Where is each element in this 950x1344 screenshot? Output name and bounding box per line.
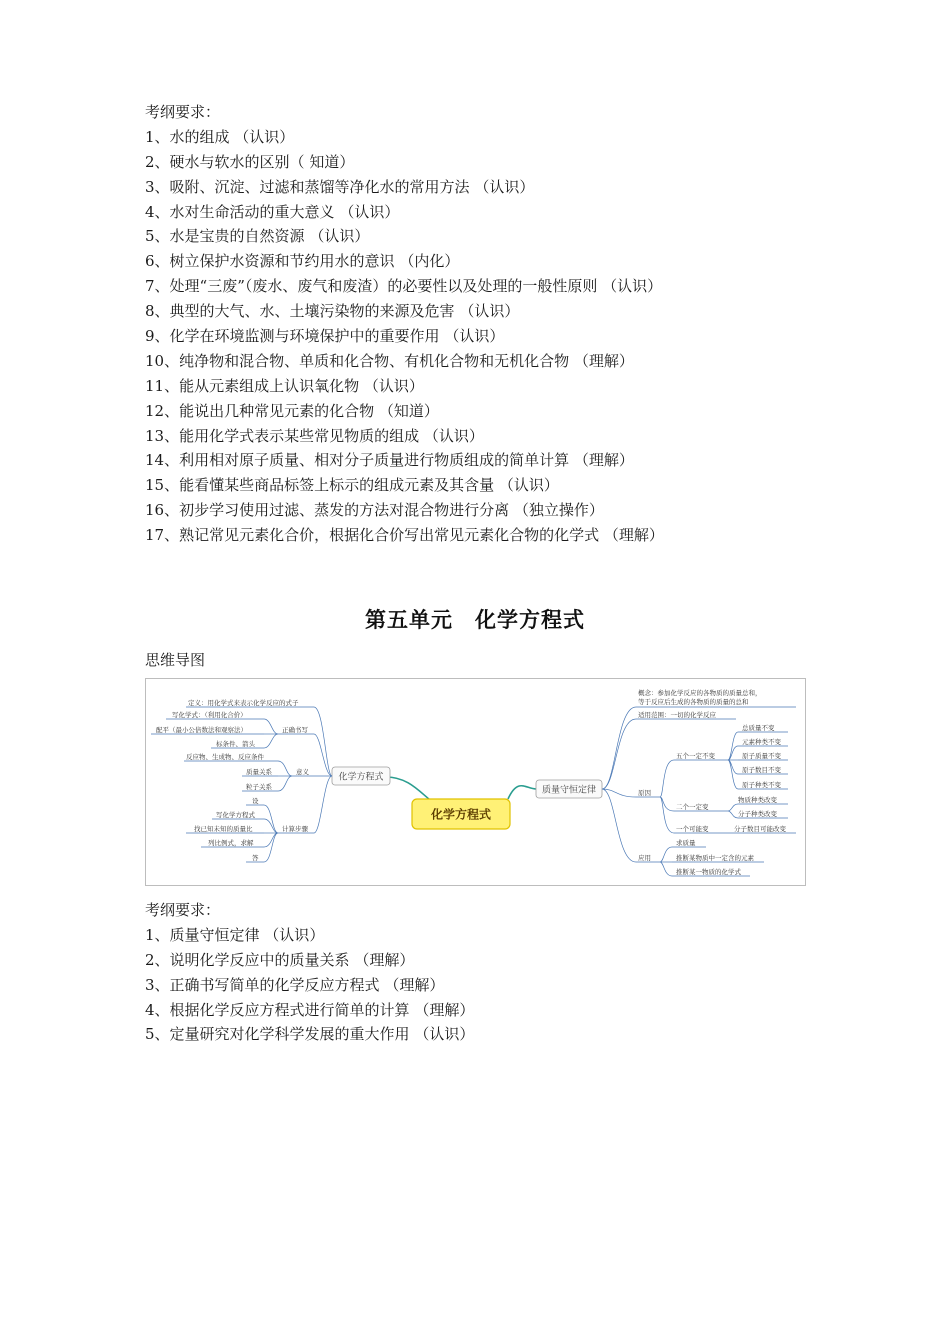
right-application-label: 应用 bbox=[638, 854, 651, 862]
right-one-item: 分子数目可能改变 bbox=[734, 825, 786, 833]
list-item: 9、化学在环境监测与环境保护中的重要作用 （认识） bbox=[145, 327, 505, 346]
left-calc-item: 列比例式，求解 bbox=[208, 839, 254, 847]
right-branch-label: 质量守恒定律 bbox=[541, 785, 597, 796]
left-calc-label: 计算步骤 bbox=[282, 825, 308, 833]
list-item: 17、熟记常见元素化合价，根据化合价写出常见元素化合物的化学式 （理解） bbox=[145, 526, 664, 545]
right-two-item: 物质种类改变 bbox=[738, 796, 777, 804]
list-item: 6、树立保护水资源和节约用水的意识 （内化） bbox=[145, 252, 460, 271]
unit-title: 第五单元 化学方程式 bbox=[365, 608, 585, 632]
center-node-label: 化学方程式 bbox=[430, 807, 492, 822]
right-application-item: 推断某一物质的化学式 bbox=[676, 868, 741, 876]
left-meaning-item: 反应物、生成物、反应条件 bbox=[186, 753, 264, 761]
list-item: 15、能看懂某些商品标签上标示的组成元素及其含量 （认识） bbox=[145, 476, 559, 495]
mindmap-svg bbox=[146, 679, 805, 885]
right-connectors bbox=[602, 707, 796, 876]
right-concept-line: 等于反应后生成的各物质的质量的总和 bbox=[638, 698, 749, 706]
right-five-item: 原子质量不变 bbox=[742, 752, 781, 760]
right-five-item: 总质量不变 bbox=[742, 724, 775, 732]
right-concept-line: 概念：参加化学反应的各物质的质量总和， bbox=[638, 689, 762, 697]
left-calc-item: 设 bbox=[252, 797, 259, 805]
connector-right bbox=[508, 786, 536, 799]
left-definition: 定义：用化学式来表示化学反应的式子 bbox=[188, 699, 299, 707]
left-meaning-item: 质量关系 bbox=[246, 768, 272, 776]
list-item: 1、质量守恒定律 （认识） bbox=[145, 925, 325, 944]
list-item: 10、纯净物和混合物、单质和化合物、有机化合物和无机化合物 （理解） bbox=[145, 351, 634, 370]
left-calc-item: 找已知未知的质量比 bbox=[194, 825, 253, 833]
list-item: 12、能说出几种常见元素的化合物 （知道） bbox=[145, 401, 439, 420]
list-item: 4、水对生命活动的重大意义 （认识） bbox=[145, 202, 400, 221]
right-application-item: 推断某物质中一定含的元素 bbox=[676, 854, 754, 862]
list-item: 13、能用化学式表示某些常见物质的组成 （认识） bbox=[145, 426, 484, 445]
right-application-item: 求质量 bbox=[676, 839, 696, 847]
list-item: 3、正确书写简单的化学反应方程式 （理解） bbox=[145, 975, 445, 994]
right-two-label: 二个一定变 bbox=[676, 803, 709, 811]
list-item: 5、水是宝贵的自然资源 （认识） bbox=[145, 227, 370, 246]
list-item: 7、处理“三废”（废水、废气和废渣）的必要性以及处理的一般性原则 （认识） bbox=[145, 277, 663, 296]
list-item: 14、利用相对原子质量、相对分子质量进行物质组成的简单计算 （理解） bbox=[145, 451, 634, 470]
list-item: 2、说明化学反应中的质量关系 （理解） bbox=[145, 950, 415, 969]
right-five-item: 原子数目不变 bbox=[742, 766, 781, 774]
left-meaning-label: 意义 bbox=[296, 768, 309, 776]
list-item: 2、硬水与软水的区别（ 知道） bbox=[145, 152, 355, 171]
right-two-item: 分子种类改变 bbox=[738, 810, 777, 818]
right-one-label: 一个可能变 bbox=[676, 825, 709, 833]
mindmap-label: 思维导图 bbox=[145, 651, 206, 669]
list-item: 1、水的组成 （认识） bbox=[145, 127, 295, 146]
left-branch-label: 化学方程式 bbox=[338, 772, 384, 783]
right-reason-label: 原因 bbox=[638, 789, 651, 797]
list-item: 4、根据化学反应方程式进行简单的计算 （理解） bbox=[145, 1000, 475, 1019]
list-item: 3、吸附、沉淀、过滤和蒸馏等净化水的常用方法 （认识） bbox=[145, 177, 535, 196]
left-meaning-item: 粒子关系 bbox=[246, 783, 272, 791]
section-heading: 考纲要求： bbox=[145, 901, 221, 919]
syllabus-requirements-2 bbox=[145, 898, 825, 1047]
right-five-label: 五个一定不变 bbox=[676, 752, 715, 760]
right-five-item: 原子种类不变 bbox=[742, 781, 781, 789]
right-five-item: 元素种类不变 bbox=[742, 738, 781, 746]
left-calc-item: 答 bbox=[252, 854, 259, 862]
left-correct-writing-label: 正确书写 bbox=[282, 726, 308, 734]
list-item: 11、能从元素组成上认识氧化物 （认识） bbox=[145, 376, 424, 395]
section-heading: 考纲要求： bbox=[145, 103, 221, 121]
mindmap-figure bbox=[145, 678, 806, 886]
left-correct-writing-item: 标条件、箭头 bbox=[216, 740, 255, 748]
right-scope: 适用范围：一切的化学反应 bbox=[638, 711, 716, 719]
left-correct-writing-item: 写化学式：（利用化合价） bbox=[172, 711, 247, 719]
list-item: 16、初步学习使用过滤、蒸发的方法对混合物进行分离 （独立操作） bbox=[145, 501, 604, 520]
list-item: 5、定量研究对化学科学发展的重大作用 （认识） bbox=[145, 1025, 475, 1044]
left-correct-writing-item: 配平（最小公倍数法和观察法） bbox=[156, 726, 247, 734]
syllabus-requirements-1 bbox=[145, 100, 825, 548]
left-calc-item: 写化学方程式 bbox=[216, 811, 255, 819]
list-item: 8、典型的大气、水、土壤污染物的来源及危害 （认识） bbox=[145, 302, 520, 321]
